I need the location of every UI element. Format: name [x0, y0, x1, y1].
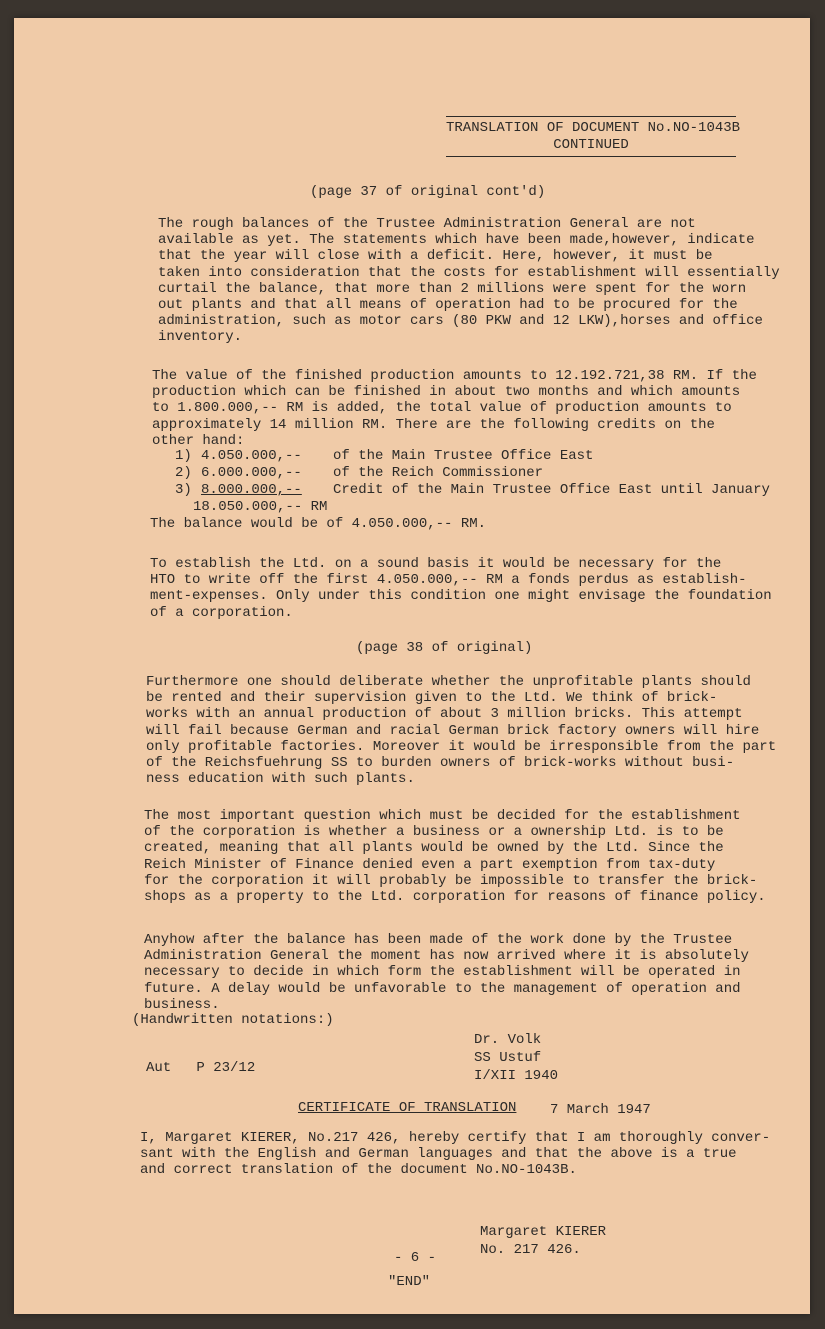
paragraph-establish-ltd: To establish the Ltd. on a sound basis it would be necessary for the HTO to write off the first 4.050.000,-- RM a fonds perdus as establish- ment-expenses. Only under this condition one might envisage the foundation of a corporation. [150, 556, 772, 621]
certificate-signer-name: Margaret KIERER [480, 1224, 607, 1240]
paragraph-production-value: The value of the finished production amounts to 12.192.721,38 RM. If the production which can be finished in about two months and which amounts to 1.800.000,-- RM is added, the total value of production amounts to approximately 14 million RM. There are the following credits on the other hand: [152, 368, 757, 449]
paragraph-important-question: The most important question which must be decided for the establishment of the corporation is whether a business or a ownership Ltd. is to be created, meaning that all plants would be owned by the Ltd. Since the Reich Minister of Finance denied even a part exemption from tax-duty for the corporation it will probably be impossible to transfer the brick- shops as a property to the Ltd. corporation for reasons of finance policy. [144, 808, 766, 906]
certificate-signer-no: No. 217 426. [480, 1242, 581, 1258]
paragraph-rough-balances: The rough balances of the Trustee Administration General are not available as yet. The statements which have been made,however, indicate that the year will close with a deficit. Here, however, it must be taken into consideration that the costs for establishment will essentially curtail the balance, that more than 2 millions were spent for the worn out plants and that all means of operation had to be procured for the administration, such as motor cars (80 PKW and 12 LKW),horses and office inventory. [158, 216, 780, 346]
paragraph-unprofitable-plants: Furthermore one should deliberate whether the unprofitable plants should be rented and their supervision given to the Ltd. We think of brick- works with an annual production of about 3 million bricks. This attempt will fail because German and racial German brick factory owners will hire only profitable factories. Moreover it would be irresponsible from the part of the Reichsfuehrung SS to burden owners of brick-works without busi- ness education with such plants. [146, 674, 777, 788]
header-title: TRANSLATION OF DOCUMENT No.NO-1043B [446, 120, 741, 136]
page-marker-38: (page 38 of original) [356, 640, 533, 656]
page-marker-37: (page 37 of original cont'd) [310, 184, 546, 200]
balance-line: The balance would be of 4.050.000,-- RM. [150, 516, 487, 532]
page-number: - 6 - [394, 1250, 437, 1266]
document-header [446, 116, 741, 157]
certificate-date: 7 March 1947 [550, 1102, 651, 1118]
paragraph-anyhow: Anyhow after the balance has been made of the work done by the Trustee Administration General the moment has now arrived where it is absolutely necessary to decide in which form the establishment will be operated in future. A delay would be unfavorable to the management of operation and business. [144, 932, 749, 1013]
aut-note: Aut P 23/12 [146, 1060, 256, 1076]
certificate-title: CERTIFICATE OF TRANSLATION [298, 1100, 517, 1116]
signature-name: Dr. Volk [474, 1032, 542, 1048]
end-marker: "END" [388, 1274, 431, 1290]
header-subtitle: CONTINUED [553, 137, 629, 153]
signature-rank: SS Ustuf [474, 1050, 542, 1066]
signature-date: I/XII 1940 [474, 1068, 559, 1084]
handwritten-notations-label: (Handwritten notations:) [132, 1012, 334, 1028]
certificate-body: I, Margaret KIERER, No.217 426, hereby certify that I am thoroughly conver- sant with the English and German languages and that the above is a true and correct translation of the document No.NO-1043B. [140, 1130, 771, 1179]
document-page [14, 18, 810, 1314]
